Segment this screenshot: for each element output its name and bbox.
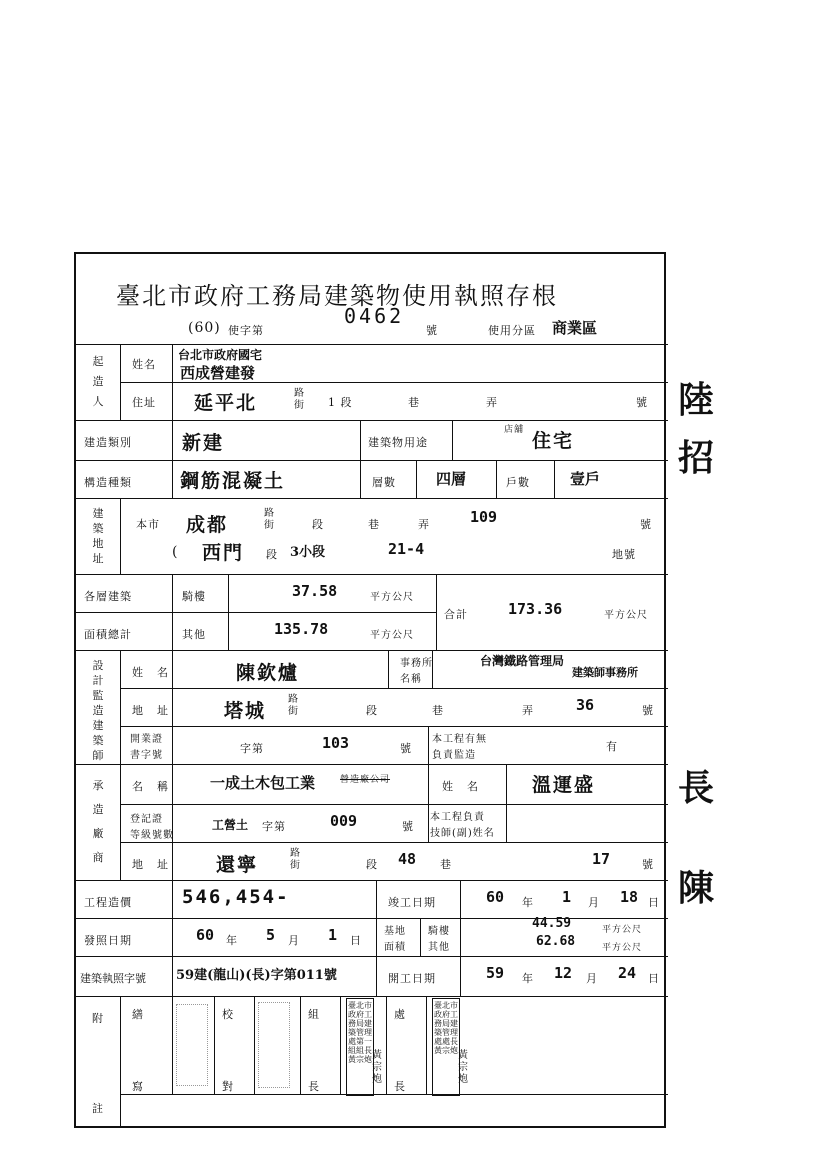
head-label-1: 處: [394, 1008, 406, 1021]
site-area-label-1: 基地: [384, 926, 406, 937]
office-label-1: 事務所: [400, 658, 433, 669]
permit-number: 0462: [344, 304, 405, 328]
area-arcade-unit: 平方公尺: [370, 592, 414, 603]
applicant-name-label: 姓名: [132, 358, 156, 371]
office-label-2: 名稱: [400, 674, 422, 685]
check-stamp: [258, 1002, 290, 1088]
permit-form: [74, 252, 666, 1128]
head-label-2: 長: [394, 1080, 406, 1093]
zone-value: 商業區: [552, 319, 598, 337]
draft-label-2: 寫: [132, 1080, 144, 1093]
use-value: 住宅: [532, 430, 575, 452]
cost-value: 546,454-: [182, 886, 290, 908]
applicant-name-2: 西成營建發: [180, 364, 256, 382]
permit-value: 59建(龍山)(長)字第011號: [176, 968, 337, 983]
zone-label: 使用分區: [488, 324, 536, 337]
contractor-address-section: 段: [366, 858, 378, 871]
area-arcade-value: 37.58: [292, 582, 338, 600]
floors-label: 層數: [372, 476, 396, 489]
area-other-label: 其他: [182, 628, 206, 641]
contractor-address-road: 路街: [290, 848, 300, 871]
site-area-label-2: 面積: [384, 942, 406, 953]
start-year-word: 年: [522, 972, 534, 985]
margin-mark: 招: [678, 437, 715, 479]
reg-label-2: 等級號數: [130, 830, 174, 841]
households-label: 戶數: [506, 476, 530, 489]
margin-mark: 陸: [678, 379, 715, 421]
use-mark: 店舖: [504, 425, 525, 435]
use-label: 建築物用途: [368, 436, 428, 449]
site-arcade-value: 44.59: [532, 916, 572, 931]
site-section-label: 建築地址: [92, 507, 104, 565]
completion-label: 竣工日期: [388, 896, 436, 909]
site-lane-word: 巷: [368, 518, 380, 531]
office-value-2: 建築師事務所: [572, 666, 638, 679]
contractor-address-no: 號: [642, 858, 654, 871]
applicant-address-label: 住址: [132, 396, 156, 409]
cost-label: 工程造價: [84, 896, 132, 909]
floors-value: 四層: [436, 470, 467, 488]
site-other-unit: 平方公尺: [602, 943, 643, 953]
site-arcade-label: 騎樓: [428, 926, 450, 937]
start-day-word: 日: [648, 972, 660, 985]
contractor-person-value: 溫運盛: [532, 774, 596, 796]
chief-signature: 黃宗炮: [372, 1050, 383, 1085]
designer-name-label: 姓名: [132, 666, 182, 679]
supervisor-label-2: 負責監造: [432, 750, 476, 761]
issue-label: 發照日期: [84, 934, 132, 947]
applicant-address-road: 路街: [294, 388, 304, 411]
contractor-name-strike: 營造廠公司: [340, 775, 391, 785]
area-total-unit: 平方公尺: [604, 610, 648, 621]
head-signature: 黃宗炮: [458, 1050, 469, 1085]
head-seal: [432, 998, 460, 1096]
chief-seal: [346, 998, 374, 1096]
chief-seal-text: 臺北市政府工務局建築管理處第一組組長黃宗炮: [348, 1001, 372, 1064]
area-total-label: 合計: [444, 608, 468, 621]
site-number-value: 109: [470, 508, 498, 526]
chief-label-1: 組: [308, 1008, 320, 1021]
completion-day-word: 日: [648, 896, 660, 909]
contractor-name-value: 一成土木包工業: [210, 774, 316, 792]
category-label: 建造類別: [84, 436, 132, 449]
contractor-section-label: 承造廠商: [92, 779, 104, 864]
site-alley-word: 弄: [418, 518, 430, 531]
permit-label: 建築執照字號: [80, 972, 146, 985]
issue-month-word: 月: [288, 934, 300, 947]
issue-year-word: 年: [226, 934, 238, 947]
draft-stamp: [176, 1004, 208, 1086]
designer-address-alley: 弄: [522, 704, 534, 717]
contractor-address-number: 17: [592, 850, 611, 868]
draft-label-1: 繕: [132, 1008, 144, 1021]
area-other-unit: 平方公尺: [370, 630, 414, 641]
area-section-label-1: 各層建築: [84, 590, 132, 603]
license-label-1: 開業證: [130, 734, 163, 745]
start-label: 開工日期: [388, 972, 436, 985]
start-year: 59: [486, 964, 505, 982]
license-number: 103: [322, 734, 350, 752]
structure-value: 鋼筋混凝土: [180, 470, 286, 492]
reg-label-1: 登記證: [130, 814, 163, 825]
engineer-label-2: 技師(副)姓名: [430, 828, 495, 839]
designer-address-section: 段: [366, 704, 378, 717]
issue-day: 1: [328, 926, 338, 944]
site-road-value: 成都: [186, 514, 229, 536]
contractor-address-value: 還寧: [216, 854, 259, 876]
applicant-address-lane: 巷: [408, 396, 420, 409]
completion-day: 18: [620, 888, 639, 906]
area-total-value: 173.36: [508, 600, 563, 618]
reg-no-word: 號: [402, 820, 414, 833]
office-value-1: 台灣鐵路管理局: [480, 654, 565, 668]
site-section-word: 段: [312, 518, 324, 531]
completion-year: 60: [486, 888, 505, 906]
start-month-word: 月: [586, 972, 598, 985]
form-title: 臺北市政府工務局建築物使用執照存根: [116, 282, 558, 310]
area-section-label-2: 面積總計: [84, 628, 132, 641]
completion-month-word: 月: [588, 896, 600, 909]
land-open-paren: (: [172, 544, 179, 560]
designer-address-lane: 巷: [432, 704, 444, 717]
site-other-label: 其他: [428, 942, 450, 953]
remarks-fu: 附: [92, 1012, 104, 1025]
reg-prefix: 工營土: [212, 818, 249, 832]
land-number: 21-4: [388, 540, 425, 558]
contractor-name-label: 名稱: [132, 780, 182, 793]
land-number-word: 地號: [612, 548, 636, 561]
completion-month: 1: [562, 888, 572, 906]
designer-address-no: 號: [642, 704, 654, 717]
designer-name-value: 陳欽爐: [236, 662, 300, 684]
applicant-section-label: 起造人: [92, 355, 104, 408]
remarks-zhu: 註: [92, 1102, 104, 1115]
license-no-word: 號: [400, 742, 412, 755]
permit-type: 使字第: [228, 324, 264, 337]
permit-number-suffix: 號: [426, 324, 438, 337]
issue-year: 60: [196, 926, 215, 944]
category-value: 新建: [182, 432, 225, 454]
applicant-address-section: 1 段: [328, 396, 353, 409]
site-city-label: 本市: [136, 518, 160, 531]
land-subsection: 3小段: [290, 545, 326, 560]
site-number-word: 號: [640, 518, 652, 531]
designer-address-value: 塔城: [224, 700, 267, 722]
reg-number: 009: [330, 812, 358, 830]
contractor-address-lane-number: 48: [398, 850, 417, 868]
area-arcade-label: 騎樓: [182, 590, 206, 603]
start-month: 12: [554, 964, 573, 982]
applicant-address-alley: 弄: [486, 396, 498, 409]
area-other-value: 135.78: [274, 620, 329, 638]
contractor-address-lane: 巷: [440, 858, 452, 871]
designer-address-label: 地址: [132, 704, 182, 717]
chief-label-2: 長: [308, 1080, 320, 1093]
start-day: 24: [618, 964, 637, 982]
head-seal-text: 臺北市政府工務局建築管理處處長黃宗炮: [434, 1001, 458, 1055]
margin-mark: 長: [678, 767, 715, 809]
check-label-1: 校: [222, 1008, 234, 1021]
land-section-word: 段: [266, 548, 278, 561]
license-label-2: 書字號: [130, 750, 163, 761]
issue-month: 5: [266, 926, 276, 944]
completion-year-word: 年: [522, 896, 534, 909]
households-value: 壹戶: [570, 470, 601, 488]
supervisor-value: 有: [606, 740, 618, 753]
permit-year: (60): [188, 320, 221, 336]
issue-day-word: 日: [350, 934, 362, 947]
check-label-2: 對: [222, 1080, 234, 1093]
site-arcade-unit: 平方公尺: [602, 925, 643, 935]
license-prefix: 字第: [240, 742, 264, 755]
land-district: 西門: [202, 542, 245, 564]
applicant-address-no: 號: [636, 396, 648, 409]
applicant-address-road-name: 延平北: [194, 392, 258, 414]
designer-section-label: 設計監造建築師: [92, 659, 104, 762]
reg-mid: 字第: [262, 820, 286, 833]
designer-address-number: 36: [576, 696, 595, 714]
contractor-address-label: 地址: [132, 858, 182, 871]
structure-label: 構造種類: [84, 476, 132, 489]
margin-mark: 陳: [678, 867, 715, 909]
site-other-value: 62.68: [536, 934, 576, 949]
engineer-label-1: 本工程負責: [430, 812, 485, 823]
site-road-label: 路街: [264, 508, 274, 531]
contractor-person-label: 姓名: [442, 780, 492, 793]
supervisor-label-1: 本工程有無: [432, 734, 487, 745]
applicant-name-1: 台北市政府國宅: [178, 348, 263, 362]
designer-address-road: 路街: [288, 694, 298, 717]
